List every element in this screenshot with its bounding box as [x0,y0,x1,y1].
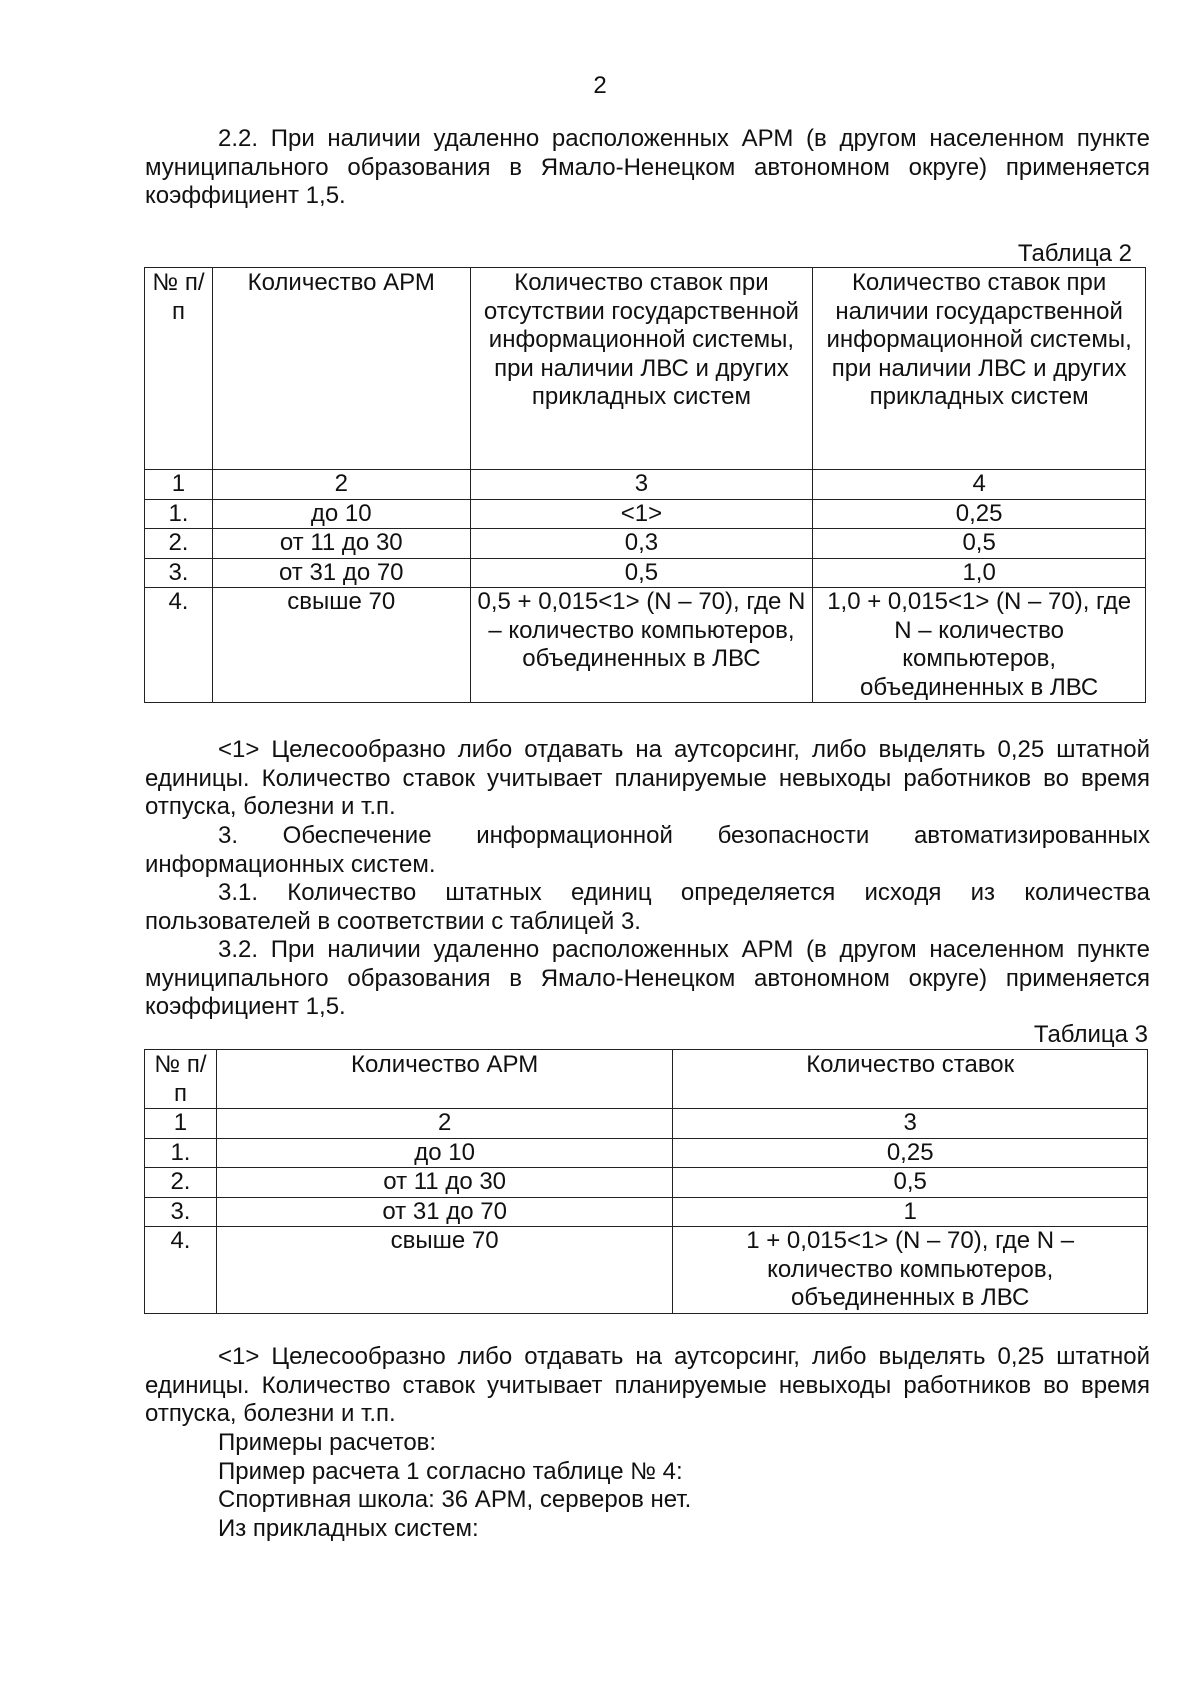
table-cell: 1 [145,470,213,500]
table-header-row [145,1050,1148,1109]
paragraph-3: 3. Обеспечение информационной безопасности автоматизированных информационных систем. [145,822,1150,878]
table-cell: 1. [145,1138,217,1168]
table-cell: 1 [145,1109,217,1139]
table-cell: 4. [145,1227,217,1314]
footnote-1-table-2: <1> Целесообразно либо отдавать на аутсорсинг, либо выделять 0,25 штатной единицы. Количество ставок учитывает планируемые невыходы работников во время отпуска, болезни и т.п. [145,736,1150,820]
table-row [145,1227,1148,1314]
table-cell: 1,0 [813,558,1146,588]
table-3 [144,1049,1148,1314]
table-cell: свыше 70 [212,588,470,703]
table-cell: 0,5 [673,1168,1148,1198]
table-2-caption: Таблица 2 [1017,240,1132,267]
table-header-row [145,268,1146,470]
table-row [145,1197,1148,1227]
table-cell: до 10 [212,499,470,529]
table-cell: свыше 70 [216,1227,672,1314]
table-row [145,529,1146,559]
examples-heading: Примеры расчетов: [218,1429,437,1456]
paragraph-3-1: 3.1. Количество штатных единиц определяется исходя из количества пользователей в соответствии с таблицей 3. [145,879,1150,935]
table-cell: 3 [673,1109,1148,1139]
example-school: Спортивная школа: 36 АРМ, серверов нет. [218,1486,692,1513]
table-cell: от 31 до 70 [212,558,470,588]
table-cell: 2 [216,1109,672,1139]
header-cell: № п/п [145,1050,217,1109]
table-cell: 0,5 [470,558,813,588]
table-cell: 2. [145,529,213,559]
table-cell: 4 [813,470,1146,500]
table-row [145,1138,1148,1168]
table-cell: 1,0 + 0,015<1> (N – 70), где N – количество компьютеров, объединенных в ЛВС [813,588,1146,703]
example-systems: Из прикладных систем: [218,1515,479,1542]
table-cell: от 31 до 70 [216,1197,672,1227]
table-cell: до 10 [216,1138,672,1168]
table-numbering-row [145,470,1146,500]
header-cell: № п/п [145,268,213,470]
header-cell: Количество АРМ [212,268,470,470]
table-cell: 0,5 + 0,015<1> (N – 70), где N – количество компьютеров, объединенных в ЛВС [470,588,813,703]
table-row [145,1168,1148,1198]
header-cell: Количество ставок при наличии государственной информационной системы, при наличии ЛВС и других прикладных систем [813,268,1146,470]
table-cell: 4. [145,588,213,703]
table-cell: 0,3 [470,529,813,559]
table-cell: 1 [673,1197,1148,1227]
table-cell: 3 [470,470,813,500]
table-cell: 0,25 [813,499,1146,529]
table-cell: от 11 до 30 [212,529,470,559]
table-cell: 3. [145,558,213,588]
header-cell: Количество ставок [673,1050,1148,1109]
table-3-caption: Таблица 3 [1033,1021,1148,1048]
example-1-heading: Пример расчета 1 согласно таблице № 4: [218,1458,683,1485]
table-numbering-row [145,1109,1148,1139]
table-cell: 1. [145,499,213,529]
table-2 [144,267,1146,703]
header-cell: Количество АРМ [216,1050,672,1109]
table-cell: 0,25 [673,1138,1148,1168]
paragraph-2-2: 2.2. При наличии удаленно расположенных АРМ (в другом населенном пункте муниципального образования в Ямало-Ненецком автономном округе) применяется коэффициент 1,5. [145,125,1150,209]
header-cell: Количество ставок при отсутствии государственной информационной системы, при наличии ЛВС и других прикладных систем [470,268,813,470]
footnote-1-table-3: <1> Целесообразно либо отдавать на аутсорсинг, либо выделять 0,25 штатной единицы. Количество ставок учитывает планируемые невыходы работников во время отпуска, болезни и т.п. [145,1343,1150,1427]
table-row [145,499,1146,529]
page-number: 2 [593,72,607,99]
table-row [145,588,1146,703]
table-cell: <1> [470,499,813,529]
table-cell: 2 [212,470,470,500]
table-cell: 0,5 [813,529,1146,559]
table-cell: 2. [145,1168,217,1198]
paragraph-3-2: 3.2. При наличии удаленно расположенных АРМ (в другом населенном пункте муниципального образования в Ямало-Ненецком автономном округе) применяется коэффициент 1,5. [145,936,1150,1020]
table-cell: от 11 до 30 [216,1168,672,1198]
table-cell: 3. [145,1197,217,1227]
table-cell: 1 + 0,015<1> (N – 70), где N – количество компьютеров, объединенных в ЛВС [673,1227,1148,1314]
table-row [145,558,1146,588]
